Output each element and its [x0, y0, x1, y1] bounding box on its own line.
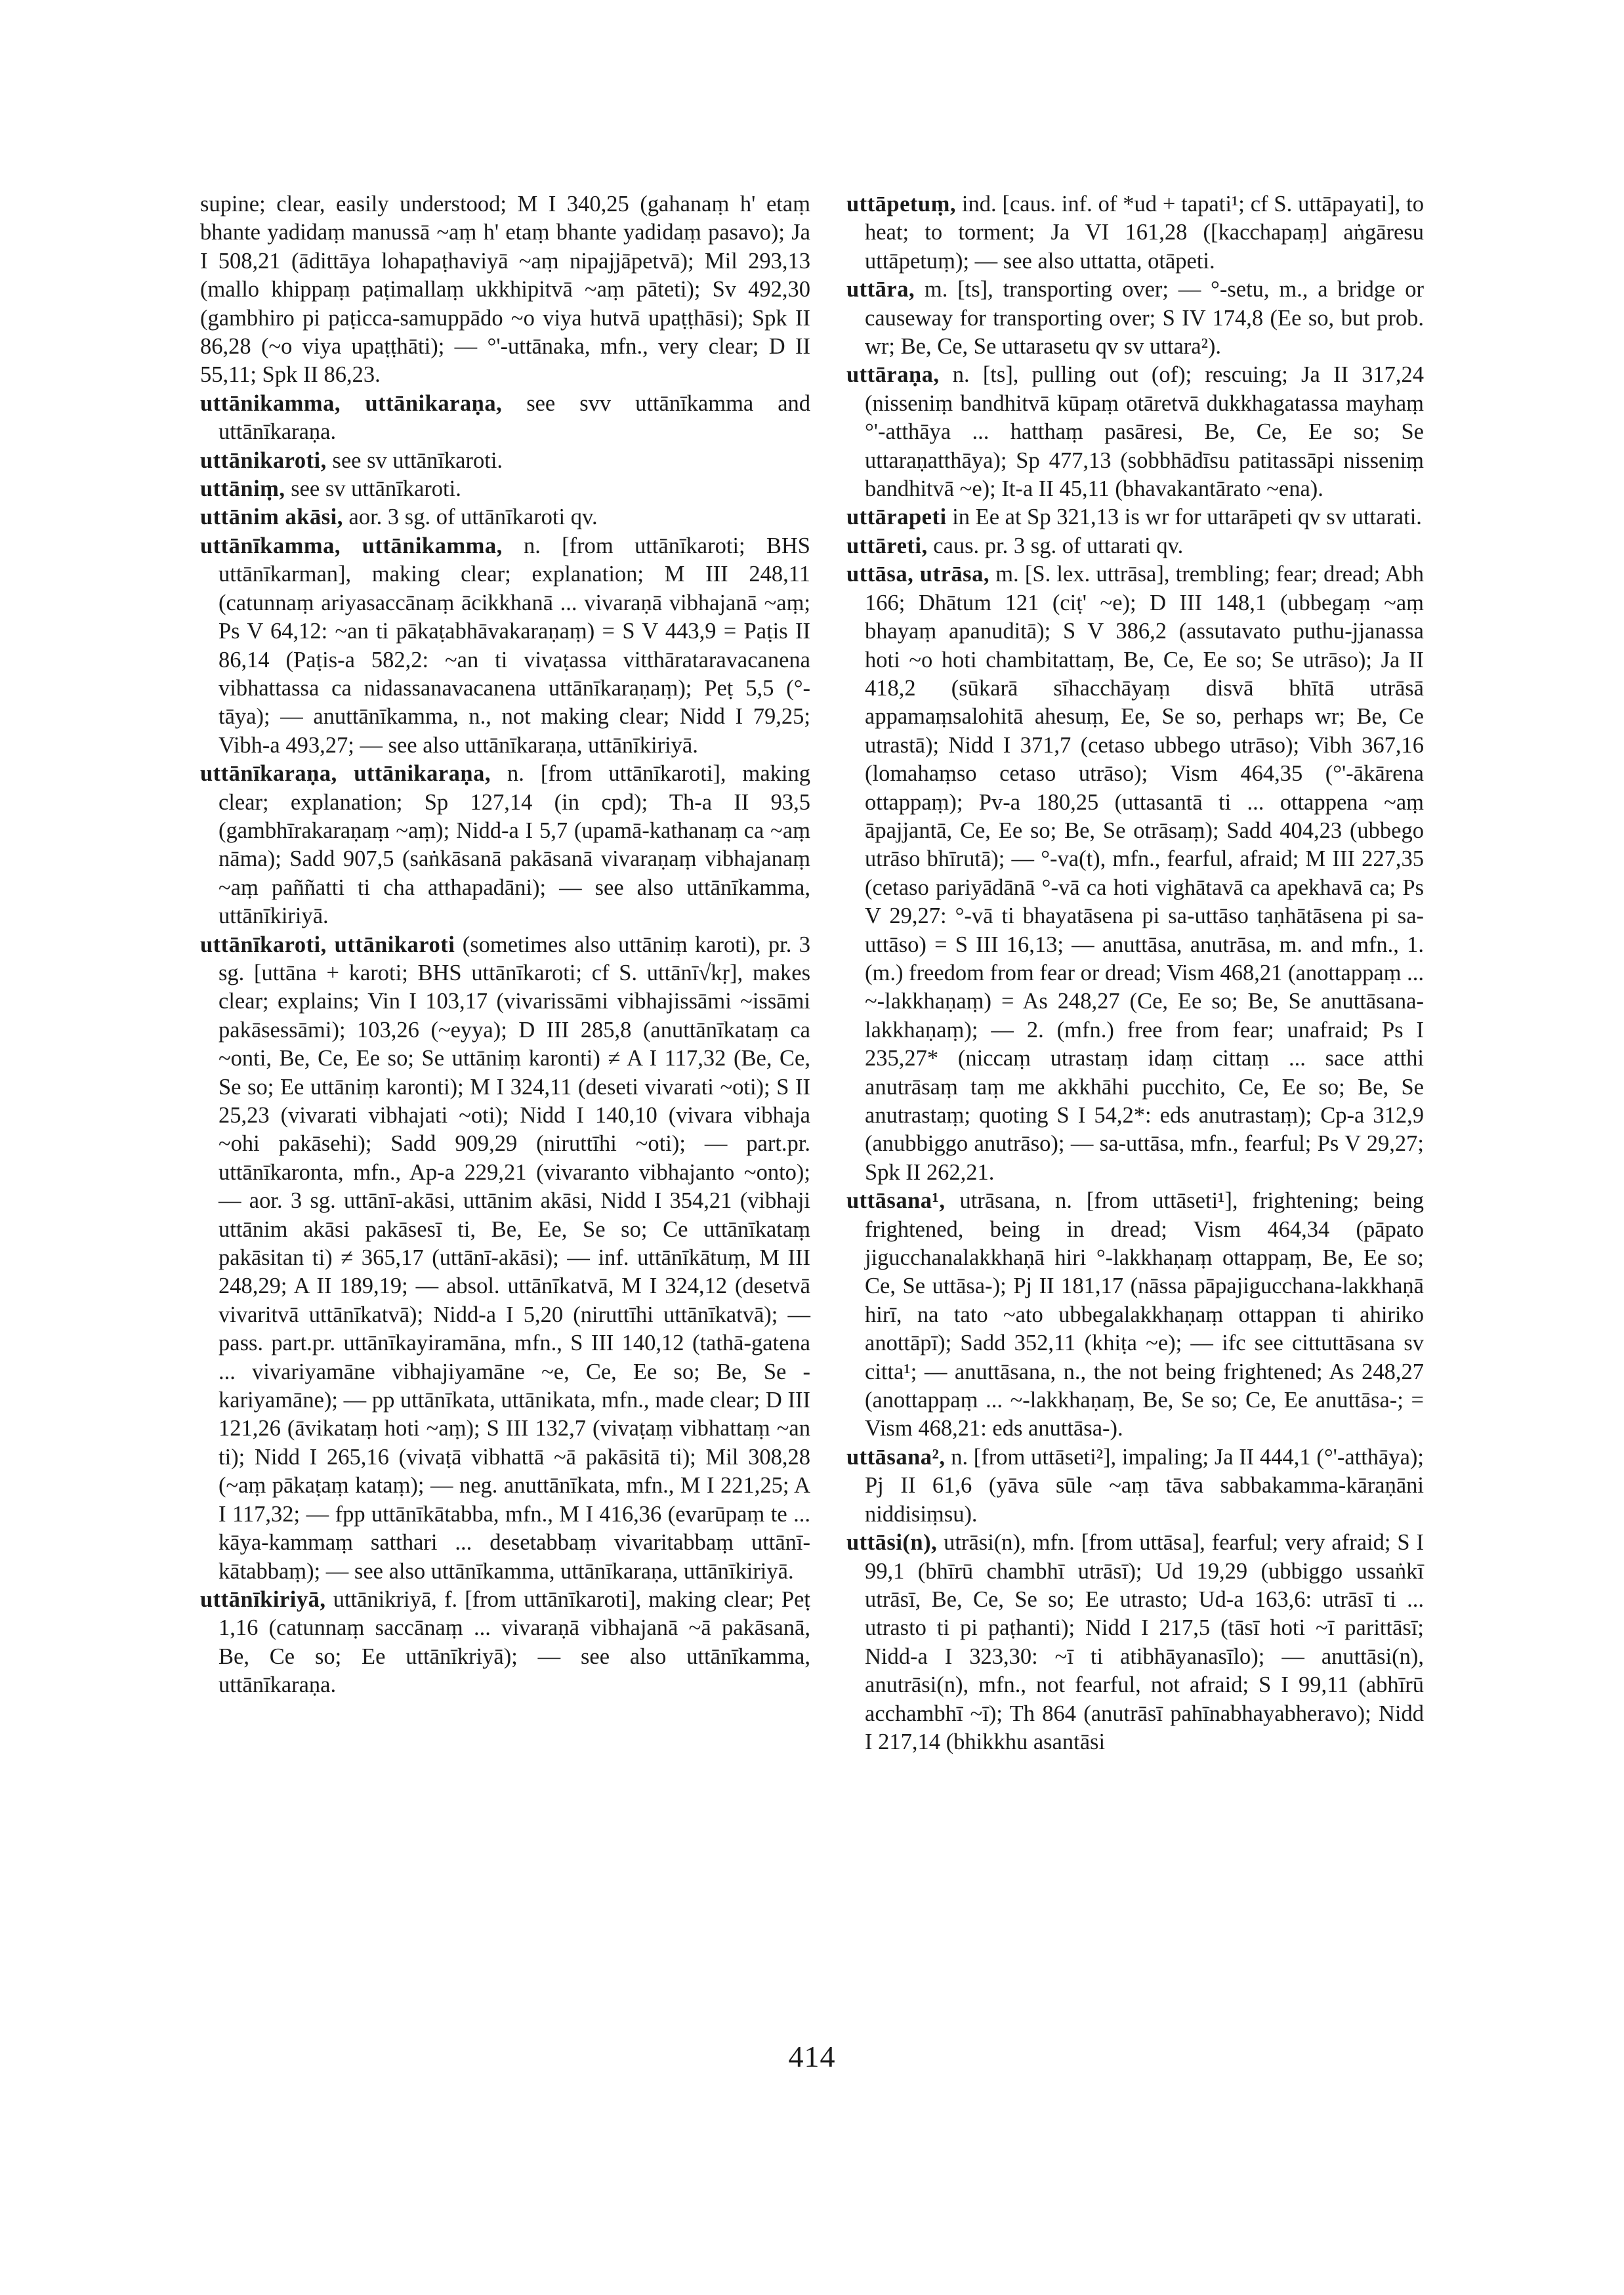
entry-headword: uttānīkamma, uttānikamma, — [200, 533, 503, 558]
dictionary-entry — [200, 1586, 810, 1700]
right-column — [846, 190, 1424, 1756]
entry-headword: uttāreti, — [846, 533, 928, 558]
dictionary-entry — [200, 475, 810, 503]
entry-headword: uttāsi(n), — [846, 1530, 938, 1556]
entry-headword: uttāsana¹, — [846, 1188, 946, 1214]
page-number: 414 — [788, 2040, 836, 2073]
entry-headword: uttāsa, utrāsa, — [846, 562, 989, 587]
entry-body: utrāsi(n), mfn. [from uttāsa], fearful; very afraid; S I 99,1 (bhīrū chambhī utrāsī); Ud 19,29 (ubbiggo ussaṅkī utrāsī, Be, Ce, Se so; Ee utrasto; Ud-a 163,6: utrāsī ti ... utrasto ti pi paṭhanti); Nidd I 217,5 (tāsī hoti ~ī parittāsī; Nidd-a I 323,30: ~ī ti atibhāyanasīlo); — anuttāsi(n), anutrāsi(n), mfn., not fearful, not afraid; S I 99,11 (abhīrū acchambhī ~ī); Th 864 (anutrāsī pahīnabhayabheravo); Nidd I 217,14 (bhikkhu asantāsi — [865, 1530, 1424, 1754]
entry-headword: uttāsana², — [846, 1444, 946, 1470]
entry-body: n. [from uttāseti²], impaling; Ja II 444,1 (°'-atthāya); Pj II 61,6 (yāva sūle ~aṃ tāva sabbakamma-kāraṇāni niddisiṃsu). — [865, 1444, 1425, 1527]
dictionary-entry — [846, 560, 1424, 1187]
dictionary-entry — [846, 503, 1424, 531]
dictionary-entry — [846, 1529, 1424, 1756]
dictionary-entry — [846, 276, 1424, 361]
entry-body: n. [from uttānīkaroti], making clear; explanation; Sp 127,14 (in cpd); Th-a II 93,5 (gambhīrakaraṇaṃ ~aṃ); Nidd-a I 5,7 (upamā-kathanaṃ ca ~aṃ nāma); Sadd 907,5 (saṅkāsanā pakāsanā vivaraṇaṃ vibhajanaṃ ~aṃ paññatti ti cha atthapadāni); — see also uttānīkamma, uttānīkiriyā. — [219, 761, 810, 929]
entry-body: see sv uttānīkaroti. — [332, 447, 503, 473]
entry-body: see svv uttānīkamma and uttānīkaraṇa. — [219, 390, 811, 445]
entry-body: aor. 3 sg. of uttānīkaroti qv. — [348, 505, 598, 530]
entry-headword: uttānīkaroti, uttānikaroti — [200, 932, 455, 957]
entry-headword: uttānīkiriyā, — [200, 1586, 326, 1612]
entry-headword: uttānim akāsi, — [200, 505, 343, 530]
entry-headword: uttāpetuṃ, — [846, 192, 956, 217]
entry-body: m. [S. lex. uttrāsa], trembling; fear; dread; Abh 166; Dhātum 121 (ciṭ' ~e); D III 148,1 (ubbegaṃ ~aṃ bhayaṃ apanuditā); S V 386,2 (assutavato puthu-jjanassa hoti ~o hoti chambitattaṃ, Be, Ce, Ee so; Se utrāso); Ja II 418,2 (sūkarā sīhacchāyaṃ disvā bhītā utrāsā appamaṃsalohitā ahesuṃ, Ee, Se so, perhaps wr; Be, Ce utrastā); Nidd I 371,7 (cetaso ubbego utrāso); Vibh 367,16 (lomahaṃso cetaso utrāso); Vism 464,35 (°'-ākārena ottappaṃ); Pv-a 180,25 (uttasantā ti ... ottappena ~aṃ āpajjantā, Ce, Ee so; Be, Se otrāsaṃ); Sadd 404,23 (ubbego utrāso bhīrutā); — °-va(t), mfn., fearful, afraid; M III 227,35 (cetaso pariyādānā °-vā ca hoti vighātavā ca apekhavā ca; Ps V 29,27: °-vā ti bhayatāsena pi sa-uttāso taṇhātāsena pi sa-uttāso) = S III 16,13; — anuttāsa, anutrāsa, m. and mfn., 1. (m.) freedom from fear or dread; Vism 468,21 (anottappaṃ ... ~-lakkhaṇaṃ) = As 248,27 (Ce, Ee so; Be, Se anuttāsana-lakkhaṇaṃ); — 2. (mfn.) free from fear; unafraid; Ps I 235,27* (niccaṃ utrastaṃ idaṃ cittaṃ ... sace atthi anutrāsaṃ taṃ me akkhāhi pucchito, Ce, Ee so; Be, Se anutrastaṃ; quoting S I 54,2*: eds anutrastaṃ); Cp-a 312,9 (anubbiggo anutrāso); — sa-uttāsa, mfn., fearful; Ps V 29,27; Spk II 262,21. — [865, 562, 1424, 1185]
dictionary-entry — [846, 1443, 1424, 1529]
entry-body: uttānikriyā, f. [from uttānīkaroti], making clear; Peṭ 1,16 (catunnaṃ saccānaṃ ... vivaraṇā vibhajanā ~ā pakāsanā, Be, Ce so; Ee uttānīkriyā); — see also uttānīkamma, uttānīkaraṇa. — [219, 1586, 811, 1698]
entry-headword: uttānikamma, uttānikaraṇa, — [200, 390, 503, 416]
dictionary-entry — [200, 390, 810, 447]
entry-body: see sv uttānīkaroti. — [291, 476, 461, 502]
dictionary-entry — [200, 532, 810, 760]
dictionary-entry — [200, 503, 810, 531]
dictionary-entry — [200, 190, 810, 390]
dictionary-entry — [200, 931, 810, 1586]
entry-body: utrāsana, n. [from uttāseti¹], frightening; being frightened, being in dread; Vism 464,34 (pāpato jigucchanalakkhaṇā hiri °-lakkhaṇaṃ ottappaṃ, Be, Ee so; Ce, Se uttāsa-); Pj II 181,17 (nāssa pāpajigucchana-lakkhaṇā hirī, na tato ~ato ubbegalakkhaṇaṃ ottappan ti ahiriko anottāpī); Sadd 352,11 (khiṭa ~e); — ifc see cittuttāsana sv citta¹; — anuttāsana, n., the not being frightened; As 248,27 (anottappaṃ ... ~-lakkhaṇaṃ, Be, Se so; Ce, Ee anuttāsa-; = Vism 468,21: eds anuttāsa-). — [865, 1188, 1424, 1441]
entry-body: m. [ts], transporting over; — °-setu, m., a bridge or causeway for transporting over; S IV 174,8 (Ee so, but prob. wr; Be, Ce, Se uttarasetu qv sv uttara²). — [865, 277, 1424, 360]
entry-headword: uttāraṇa, — [846, 362, 940, 388]
entry-body: n. [from uttānīkaroti; BHS uttānīkarman], making clear; explanation; M III 248,11 (catunnaṃ ariyasaccānaṃ ācikkhanā ... vivaraṇā vibhajanā ~aṃ; Ps V 64,12: ~an ti pākaṭabhāvakaraṇaṃ) = S V 443,9 = Paṭis II 86,14 (Paṭis-a 582,2: ~an ti vivaṭassa vitthārataravacanena vibhattassa ca nidassanavacanena uttānīkaraṇaṃ); Peṭ 5,5 (°-tāya); — anuttānīkamma, n., not making clear; Nidd I 79,25; Vibh-a 493,27; — see also uttānīkaraṇa, uttānīkiriyā. — [219, 533, 810, 758]
entry-headword: uttānīkaraṇa, uttānikaraṇa, — [200, 761, 491, 787]
entry-body: n. [ts], pulling out (of); rescuing; Ja II 317,24 (nisseniṃ bandhitvā kūpaṃ otāretvā dukkhagatassa mayhaṃ °'-atthāya ... hatthaṃ pasāresi, Be, Ce, Ee so; Se uttaraṇatthāya); Sp 477,13 (sobbhādīsu patitassāpi nisseniṃ bandhitvā ~e); It-a II 45,11 (bhavakantārato ~ena). — [865, 362, 1425, 502]
dictionary-entry — [846, 361, 1424, 503]
dictionary-entry — [200, 760, 810, 930]
left-column — [200, 190, 810, 1700]
entry-body: ind. [caus. inf. of *ud + tapati¹; cf S. uttāpayati], to heat; to torment; Ja VI 161,28 ([kacchapaṃ] aṅgāresu uttāpetuṃ); — see also uttatta, otāpeti. — [865, 192, 1425, 274]
entry-body: in Ee at Sp 321,13 is wr for uttarāpeti qv sv uttarati. — [952, 505, 1422, 530]
entry-body: caus. pr. 3 sg. of uttarati qv. — [933, 533, 1184, 558]
dictionary-entry — [200, 447, 810, 475]
entry-headword: uttānikaroti, — [200, 447, 327, 473]
dictionary-entry — [846, 532, 1424, 560]
entry-headword: uttāniṃ, — [200, 476, 285, 502]
dictionary-entry — [846, 190, 1424, 276]
entry-body: supine; clear, easily understood; M I 340,25 (gahanaṃ h' etaṃ bhante yadidaṃ manussā ~aṃ h' etaṃ bhante yadidaṃ pasavo); Ja I 508,21 (ādittāya lohapaṭhaviyā ~aṃ nipajjāpetvā); Mil 293,13 (mallo khippaṃ paṭimallaṃ ukkhipitvā ~aṃ pāteti); Sv 492,30 (gambhiro pi paṭicca-samuppādo ~o viya hutvā upaṭṭhāsi); Spk II 86,28 (~o viya upaṭṭhāti); — °'-uttānaka, mfn., very clear; D II 55,11; Spk II 86,23. — [200, 192, 810, 388]
entry-headword: uttāra, — [846, 277, 915, 302]
dictionary-entry — [846, 1187, 1424, 1443]
entry-body: (sometimes also uttāniṃ karoti), pr. 3 sg. [uttāna + karoti; BHS uttānīkaroti; cf S. uttānī√kṛ], makes clear; explains; Vin I 103,17 (vivarissāmi vibhajissāmi ~issāmi pakāsessāmi); 103,26 (~eyya); D III 285,8 (anuttānīkataṃ ca ~onti, Be, Ce, Ee so; Se uttāniṃ karonti) ≠ A I 117,32 (Be, Ce, Se so; Ee uttāniṃ karonti); M I 324,11 (deseti vivarati ~oti); S II 25,23 (vivarati vibhajati ~oti); Nidd I 140,10 (vivara vibhaja ~ohi pakāsehi); Sadd 909,29 (niruttīhi ~oti); — part.pr. uttānīkaronta, mfn., Ap-a 229,21 (vivaranto vibhajanto ~onto); — aor. 3 sg. uttānī-akāsi, uttānim akāsi, Nidd I 354,21 (vibhaji uttānim akāsi pakāsesī ti, Be, Ee, Se so; Ce uttānīkataṃ pakāsitan ti) ≠ 365,17 (uttānī-akāsi); — inf. uttānīkātuṃ, M III 248,29; A II 189,19; — absol. uttānīkatvā, M I 324,12 (desetvā vivaritvā uttānīkatvā); Nidd-a I 5,20 (niruttīhi uttānīkatvā); — pass. part.pr. uttānīkayiramāna, mfn., S III 140,12 (tathā-gatena ... vivariyamāne vibhajiyamāne ~e, Ce, Ee so; Be, Se -kariyamāne); — pp uttānīkata, uttānikata, mfn., made clear; D III 121,26 (āvikataṃ hoti ~aṃ); S III 132,7 (vivaṭaṃ vibhattaṃ ~an ti); Nidd I 265,16 (vivaṭā vibhattā ~ā pakāsitā ti); Mil 308,28 (~aṃ pākaṭaṃ kataṃ); — neg. anuttānīkata, mfn., M I 221,25; A I 117,32; — fpp uttānīkātabba, mfn., M I 416,36 (evarūpaṃ te ... kāya-kammaṃ satthari ... desetabbaṃ vivaritabbaṃ uttānī-kātabbaṃ); — see also uttānīkamma, uttānīkaraṇa, uttānīkiriyā. — [219, 932, 810, 1584]
entry-headword: uttārapeti — [846, 505, 947, 530]
